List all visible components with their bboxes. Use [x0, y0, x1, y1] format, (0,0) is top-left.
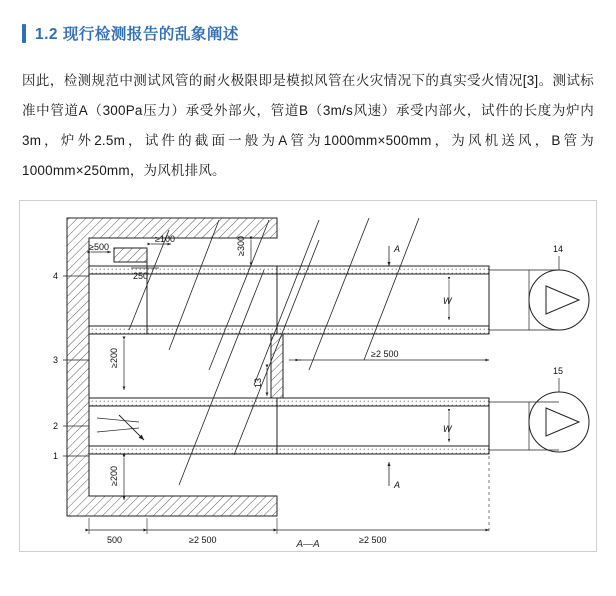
body-paragraph: 因此，检测规范中测试风管的耐火极限即是模拟风管在火灾情况下的真实受火情况[3]。测试标准中管道A（300Pa压力）承受外部火，管道B（3m/s风速）承受内部火，试件的长度为炉内3m，炉外2.5m，试件的截面一般为A管为1000mm×500mm，为风机送风，B管为1000mm×250mm，为风机排风。	[22, 73, 594, 178]
dim-300: ≥300	[236, 236, 246, 256]
dim-200-upper: ≥200	[109, 348, 119, 368]
heading-accent-bar	[22, 24, 26, 43]
section-heading	[22, 22, 616, 44]
technical-drawing	[19, 200, 597, 552]
fan-top-label: 14	[553, 244, 564, 254]
dim-500-top: ≥500	[89, 242, 109, 252]
dim-100: ≥100	[155, 234, 175, 244]
mark-1: 1	[53, 451, 59, 461]
dim-250: 250	[133, 271, 149, 281]
heading-text	[35, 22, 239, 44]
heading-number: 1.2	[35, 26, 59, 43]
mark-3: 3	[53, 355, 59, 365]
mark-2: 2	[53, 421, 59, 431]
figure-caption: A—A	[296, 539, 320, 550]
w-bottom: W	[443, 424, 452, 434]
mark-4: 4	[53, 271, 59, 281]
section-mark-bottom: A	[394, 480, 401, 490]
dim-13: 13	[253, 377, 263, 388]
fan-bottom-label: 15	[553, 366, 564, 376]
dim-200-lower: ≥200	[109, 466, 119, 486]
figure-section-drawing	[19, 200, 597, 552]
section-mark-top: A	[394, 244, 401, 254]
dim-2500-lower-right: ≥2 500	[359, 535, 387, 545]
dim-2500-lower-left: ≥2 500	[189, 535, 217, 545]
heading-title: 现行检测报告的乱象阐述	[62, 26, 239, 43]
document-page	[0, 22, 616, 596]
w-top: W	[443, 296, 452, 306]
dim-2500-mid: ≥2 500	[371, 349, 399, 359]
dim-500-bottom: 500	[107, 535, 123, 545]
